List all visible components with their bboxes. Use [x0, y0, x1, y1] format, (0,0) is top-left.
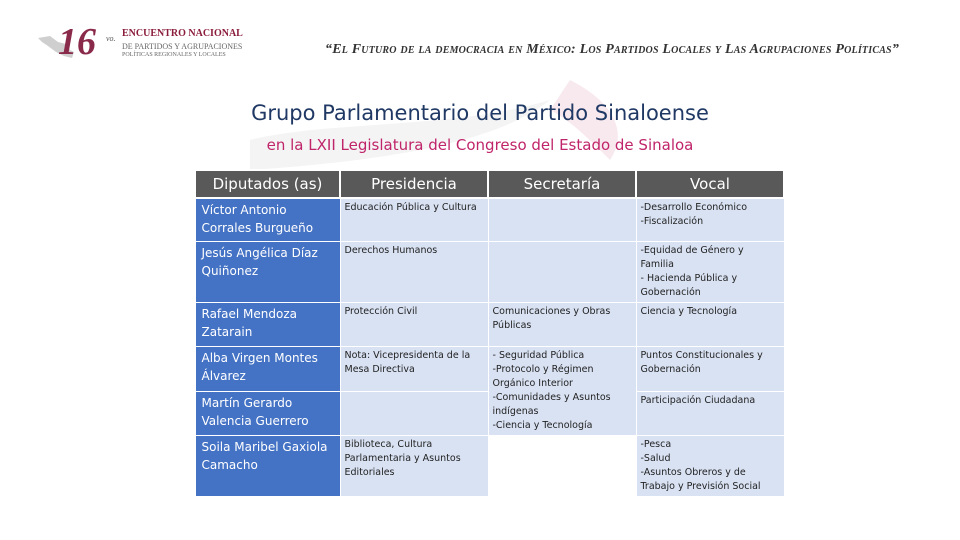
logo-text-line2: DE PARTIDOS Y AGRUPACIONES: [122, 42, 243, 51]
vocal-cell: -Pesca -Salud -Asuntos Obreros y de Trabajo y Previsión Social: [636, 435, 784, 496]
secretaria-cell: [488, 198, 636, 241]
secretaria-cell: Comunicaciones y Obras Públicas: [488, 302, 636, 346]
event-logo: [34, 21, 243, 70]
header-presidencia: Presidencia: [340, 170, 488, 198]
presidencia-cell: [340, 391, 488, 435]
secretaria-cell: - Seguridad Pública -Protocolo y Régimen Orgánico Interior -Comunidades y Asuntos indígenas -Ciencia y Tecnología: [488, 346, 636, 435]
diputado-cell: Soila Maribel Gaxiola Camacho: [195, 435, 340, 496]
table-row: [195, 302, 784, 346]
vocal-cell: Participación Ciudadana: [636, 391, 784, 435]
page-subtitle: en la LXII Legislatura del Congreso del Estado de Sinaloa: [266, 136, 694, 154]
diputado-cell: Víctor Antonio Corrales Burgueño: [195, 198, 340, 241]
header-secretaria: Secretaría: [488, 170, 636, 198]
presidencia-cell: Derechos Humanos: [340, 241, 488, 302]
page-title: Grupo Parlamentario del Partido Sinaloense: [251, 101, 709, 125]
logo-superscript: vo.: [106, 34, 116, 43]
vocal-cell: -Desarrollo Económico -Fiscalización: [636, 198, 784, 241]
presidencia-cell: Educación Pública y Cultura: [340, 198, 488, 241]
header-diputados: Diputados (as): [195, 170, 340, 198]
secretaria-cell: [488, 435, 636, 496]
logo-text-line1: ENCUENTRO NACIONAL: [122, 28, 243, 39]
secretaria-cell: [488, 241, 636, 302]
presidencia-cell: Nota: Vicepresidenta de la Mesa Directiva: [340, 346, 488, 391]
presidencia-cell: Biblioteca, Cultura Parlamentaria y Asuntos Editoriales: [340, 435, 488, 496]
vocal-cell: Ciencia y Tecnología: [636, 302, 784, 346]
vocal-cell: Puntos Constitucionales y Gobernación: [636, 346, 784, 391]
logo-number: 16: [58, 21, 96, 63]
table-row: [195, 241, 784, 302]
header-vocal: Vocal: [636, 170, 784, 198]
diputado-cell: Jesús Angélica Díaz Quiñonez: [195, 241, 340, 302]
vocal-cell: -Equidad de Género y Familia - Hacienda Pública y Gobernación: [636, 241, 784, 302]
table-header-row: [195, 170, 784, 198]
header-quote: “El Futuro de la democracia en México: Los Partidos Locales y Las Agrupaciones Políticas”: [325, 42, 900, 57]
table-row: [195, 435, 784, 496]
presidencia-cell: Protección Civil: [340, 302, 488, 346]
table-row: [195, 198, 784, 241]
diputado-cell: Martín Gerardo Valencia Guerrero: [195, 391, 340, 435]
committee-table: [194, 169, 785, 497]
diputado-cell: Rafael Mendoza Zatarain: [195, 302, 340, 346]
logo-text-line3: POLÍTICAS REGIONALES Y LOCALES: [122, 52, 226, 58]
diputado-cell: Alba Virgen Montes Álvarez: [195, 346, 340, 391]
table-row: [195, 346, 784, 391]
